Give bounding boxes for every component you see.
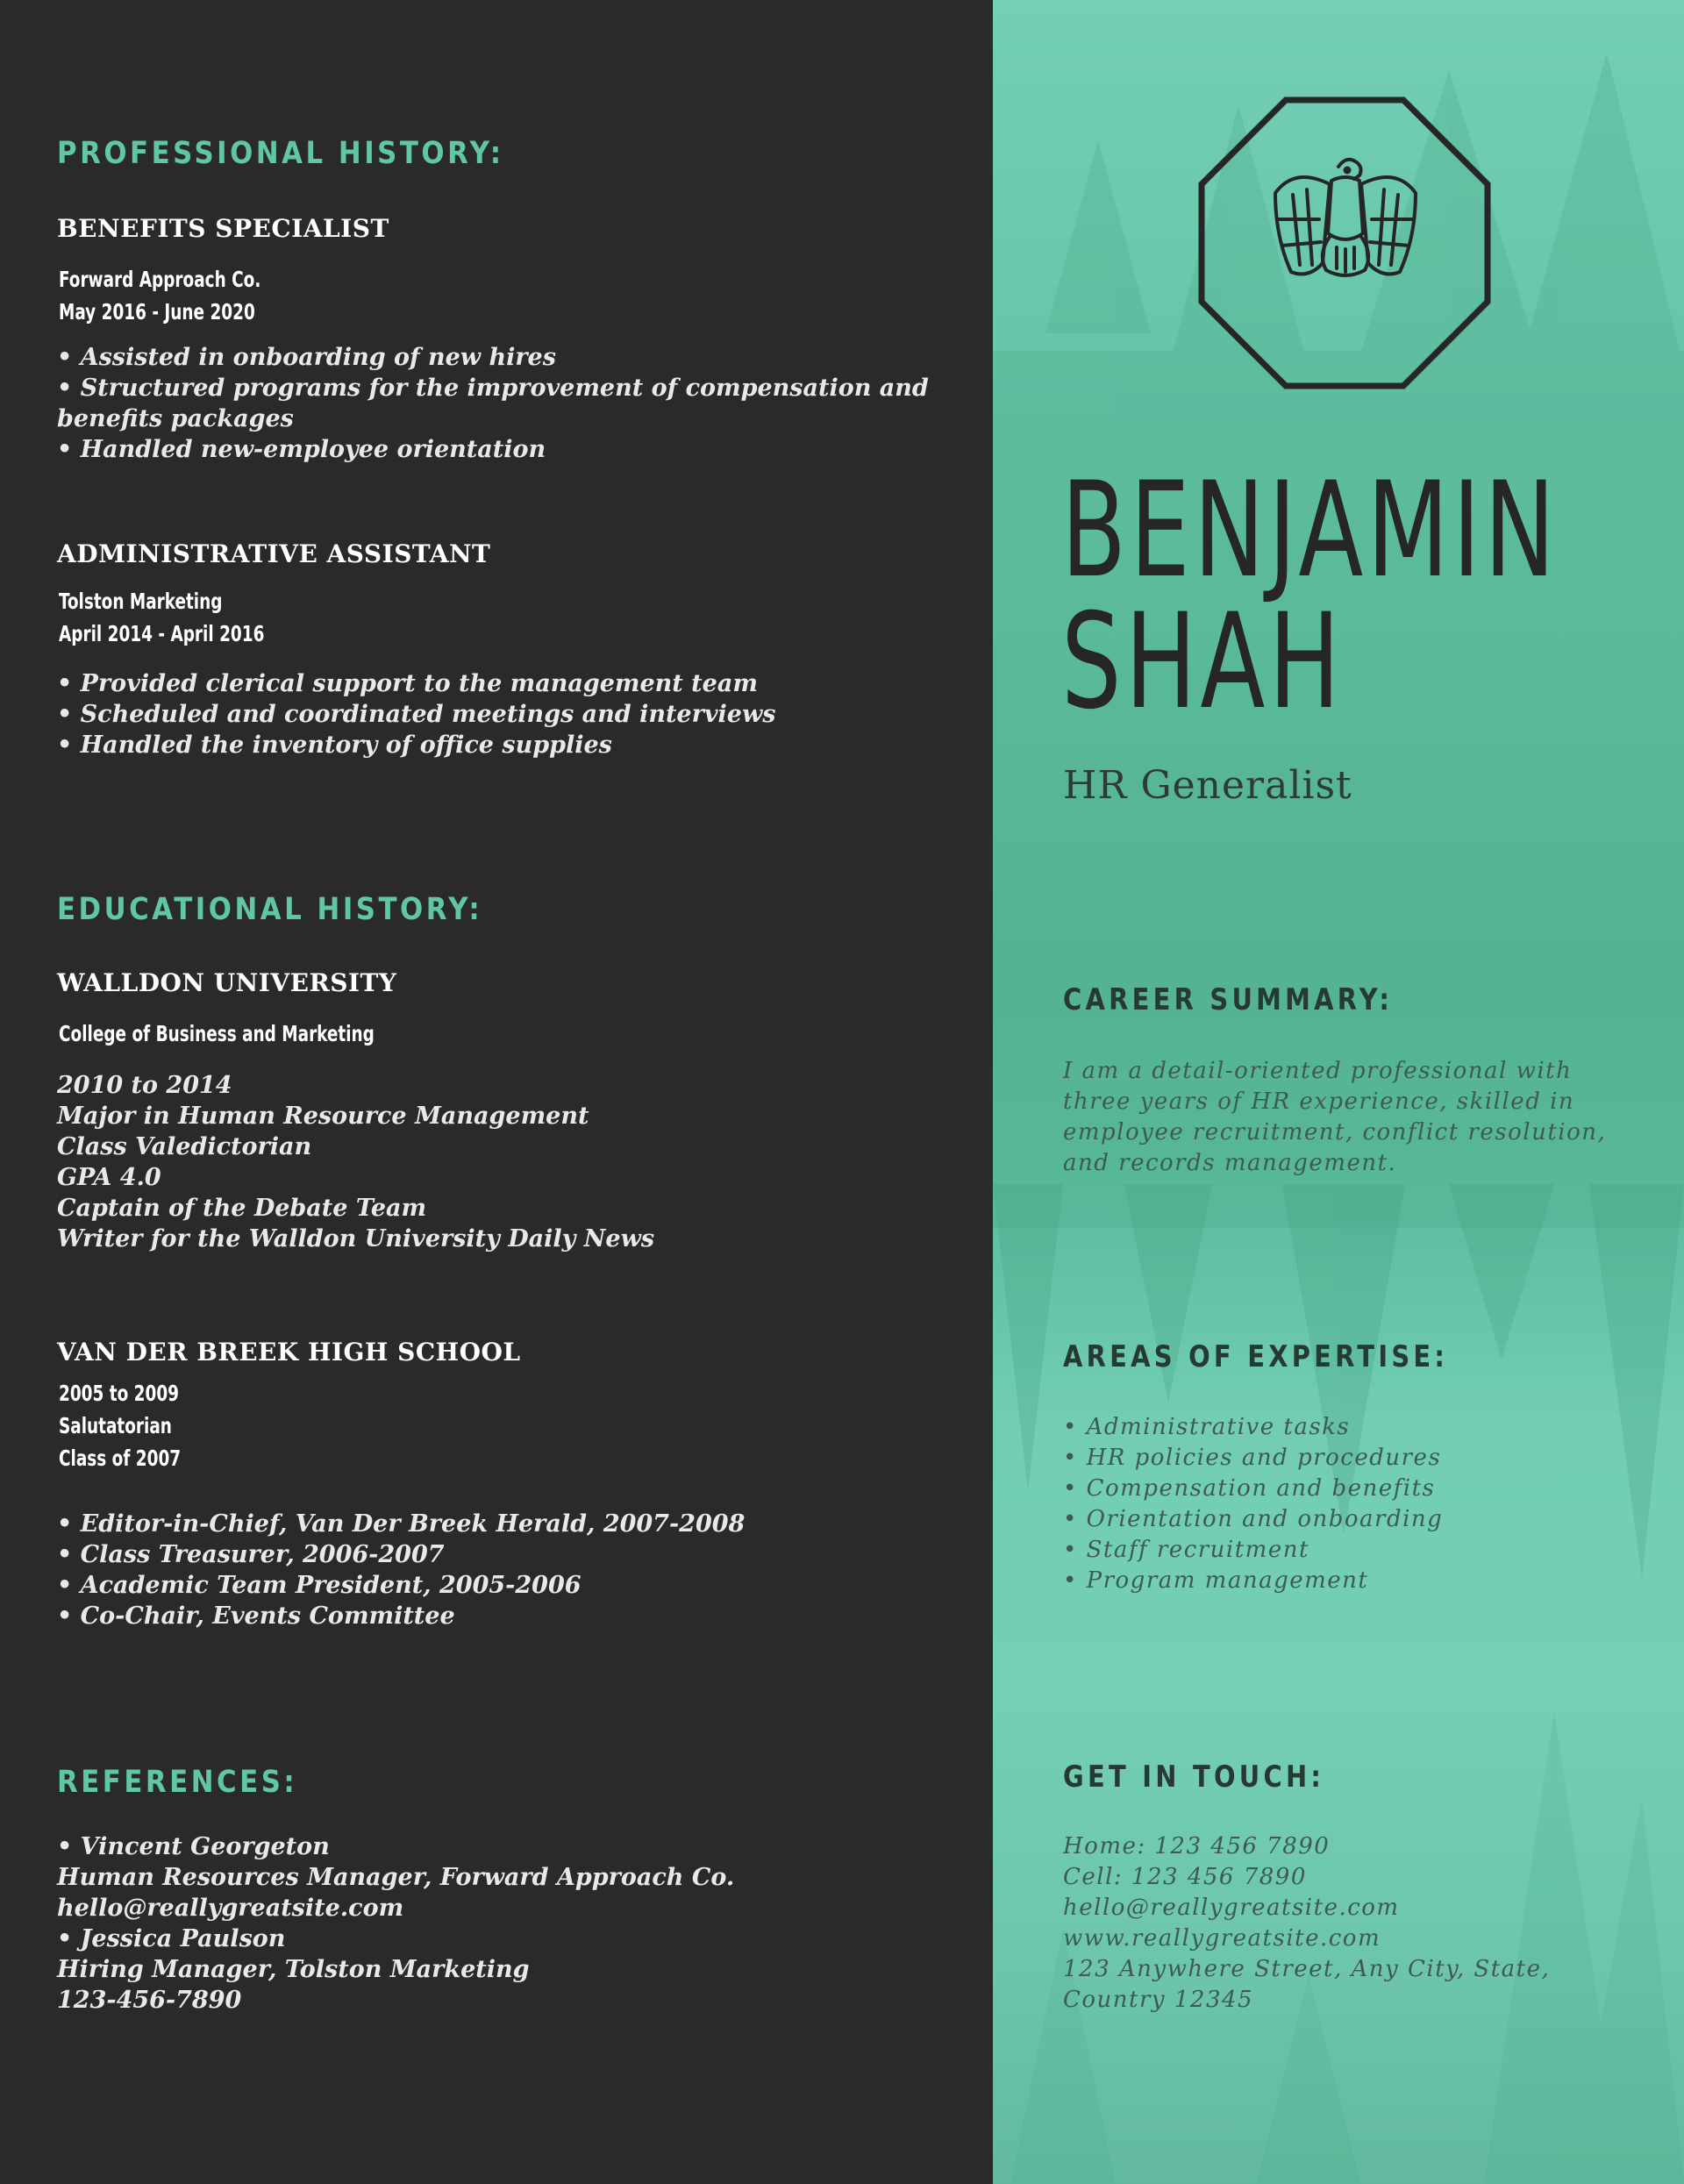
job-dates: May 2016 - June 2020	[59, 299, 255, 325]
university-details	[57, 1070, 943, 1254]
professional-history-heading: PROFESSIONAL HISTORY:	[57, 136, 504, 171]
list-item: Salutatorian	[59, 1413, 172, 1438]
list-item: • Co-Chair, Events Committee	[57, 1602, 455, 1630]
list-item: 2010 to 2014	[57, 1072, 232, 1099]
list-item: hello@reallygreatsite.com	[57, 1895, 404, 1922]
educational-history-heading: EDUCATIONAL HISTORY:	[57, 892, 483, 927]
list-item: • Structured programs for the improvement of compensation and	[57, 375, 929, 402]
list-item: • Program management	[1063, 1567, 1369, 1594]
last-name: SHAH	[1061, 586, 1345, 739]
job-meta	[59, 263, 260, 328]
list-item: GPA 4.0	[57, 1164, 161, 1191]
address-line: 123 Anywhere Street, Any City, State,	[1063, 1956, 1551, 1982]
highschool-bullets	[57, 1509, 943, 1631]
highschool-meta	[59, 1377, 181, 1474]
expertise-list	[1063, 1412, 1642, 1596]
list-item: • Orientation and onboarding	[1063, 1506, 1444, 1532]
list-item: • Staff recruitment	[1063, 1537, 1309, 1563]
list-item: three years of HR experience, skilled in	[1063, 1088, 1575, 1115]
school-name: VAN DER BREEK HIGH SCHOOL	[57, 1338, 521, 1367]
job-title: BENEFITS SPECIALIST	[57, 214, 389, 243]
list-item: • Compensation and benefits	[1063, 1475, 1436, 1502]
email[interactable]: hello@reallygreatsite.com	[1063, 1895, 1400, 1921]
list-item: Hiring Manager, Tolston Marketing	[57, 1956, 530, 1983]
eagle-icon	[1198, 96, 1491, 389]
job-role: HR Generalist	[1063, 763, 1352, 808]
job-bullets	[57, 668, 943, 760]
job-dates: April 2014 - April 2016	[59, 621, 265, 646]
list-item: Class of 2007	[59, 1445, 182, 1471]
cell-phone: Cell: 123 456 7890	[1063, 1864, 1307, 1890]
home-phone: Home: 123 456 7890	[1063, 1833, 1331, 1859]
school-name: WALLDON UNIVERSITY	[57, 968, 397, 997]
list-item: Captain of the Debate Team	[57, 1195, 427, 1222]
job-company: Forward Approach Co.	[59, 267, 261, 292]
address-line: Country 12345	[1063, 1987, 1254, 2013]
contact-list	[1063, 1831, 1642, 2016]
list-item: Human Resources Manager, Forward Approach Co.	[57, 1864, 735, 1891]
list-item: • Jessica Paulson	[57, 1925, 286, 1952]
references-heading: REFERENCES:	[57, 1765, 298, 1800]
list-item: • HR policies and procedures	[1063, 1445, 1442, 1471]
list-item: • Vincent Georgeton	[57, 1833, 330, 1860]
list-item: • Handled new-employee orientation	[57, 436, 546, 463]
list-item: and records management.	[1063, 1150, 1397, 1176]
website[interactable]: www.reallygreatsite.com	[1063, 1925, 1381, 1952]
list-item: • Provided clerical support to the management team	[57, 670, 758, 697]
career-summary-text	[1063, 1056, 1642, 1179]
college-name: College of Business and Marketing	[59, 1021, 375, 1046]
career-summary-heading: CAREER SUMMARY:	[1063, 982, 1394, 1017]
job-meta	[59, 585, 264, 650]
list-item: Class Valedictorian	[57, 1133, 312, 1160]
list-item: 123-456-7890	[57, 1987, 242, 2014]
list-item: 2005 to 2009	[59, 1381, 179, 1406]
list-item: • Editor-in-Chief, Van Der Breek Herald, 2007-2008	[57, 1510, 746, 1538]
list-item: Major in Human Resource Management	[57, 1103, 589, 1130]
list-item: • Administrative tasks	[1063, 1414, 1351, 1440]
list-item: • Academic Team President, 2005-2006	[57, 1572, 582, 1599]
list-item: • Class Treasurer, 2006-2007	[57, 1541, 445, 1568]
job-title: ADMINISTRATIVE ASSISTANT	[57, 539, 491, 568]
first-name: BENJAMIN	[1061, 454, 1559, 607]
references-list	[57, 1831, 943, 2016]
list-item: employee recruitment, conflict resolution,	[1063, 1119, 1607, 1146]
list-item: • Handled the inventory of office supplies	[57, 732, 612, 759]
areas-of-expertise-heading: AREAS OF EXPERTISE:	[1063, 1339, 1449, 1374]
job-bullets	[57, 342, 943, 465]
list-item: benefits packages	[57, 405, 294, 432]
list-item: Writer for the Walldon University Daily News	[57, 1225, 655, 1253]
get-in-touch-heading: GET IN TOUCH:	[1063, 1759, 1325, 1795]
list-item: I am a detail-oriented professional with	[1063, 1058, 1573, 1084]
list-item: • Scheduled and coordinated meetings and interviews	[57, 701, 776, 728]
job-company: Tolston Marketing	[59, 589, 223, 614]
list-item: • Assisted in onboarding of new hires	[57, 344, 556, 371]
